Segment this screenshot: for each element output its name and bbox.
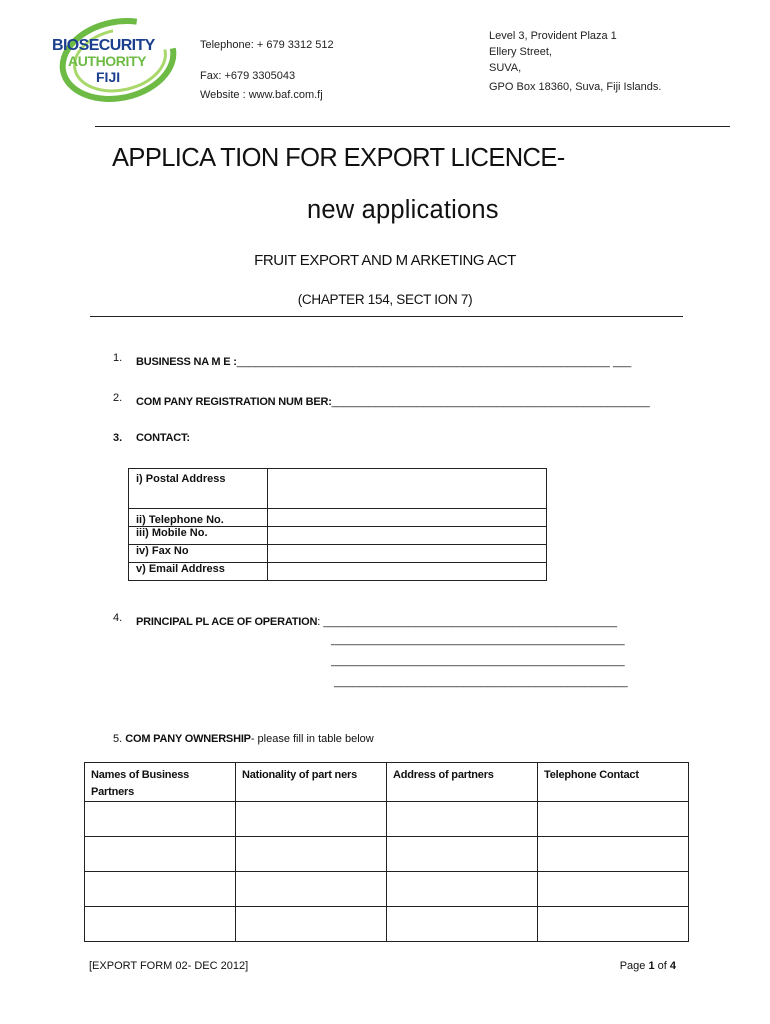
table-row <box>129 545 547 563</box>
ownership-label: COM PANY OWNERSHIP <box>125 733 251 745</box>
company-reg-input[interactable]: ____________________________________________________ <box>331 396 650 408</box>
field-number-3: 3. <box>113 432 123 444</box>
logo-text-authority: AUTHORITY <box>68 53 147 69</box>
email-input[interactable] <box>268 563 547 581</box>
partner-address-cell[interactable] <box>387 907 538 942</box>
principal-place-input-4[interactable]: ________________________________________________ <box>334 676 628 688</box>
partner-nationality-cell[interactable] <box>236 872 387 907</box>
logo-text-biosecurity: BIOSECURITY <box>52 37 155 54</box>
contact-label-fax <box>129 545 268 563</box>
contact-label-email <box>129 563 268 581</box>
principal-place-colon: : <box>317 616 321 628</box>
form-subtitle: new applications <box>307 196 499 224</box>
table-row <box>85 837 689 872</box>
postal-address-input[interactable] <box>268 469 547 509</box>
header-fax: Fax: +679 3305043 <box>200 70 296 82</box>
field-number-4: 4. <box>113 612 123 624</box>
business-name-field <box>136 352 631 370</box>
principal-place-field <box>136 612 617 630</box>
address-line-4: GPO Box 18360, Suva, Fiji Islands. <box>489 81 662 93</box>
partner-name-cell[interactable] <box>85 837 236 872</box>
partner-name-cell[interactable] <box>85 907 236 942</box>
form-id-footer: [EXPORT FORM 02- DEC 2012] <box>89 960 249 972</box>
page-separator: of <box>654 960 670 972</box>
column-header-nationality: Nationality of part ners <box>236 763 387 802</box>
contact-label: CONTACT: <box>136 432 190 444</box>
header-divider <box>95 126 730 127</box>
act-chapter: (CHAPTER 154, SECT ION 7) <box>297 292 473 307</box>
page-prefix: Page <box>619 960 649 972</box>
table-row <box>129 469 547 509</box>
company-reg-label: COM PANY REGISTRATION NUM BER: <box>136 396 332 408</box>
company-ownership-heading <box>113 733 374 745</box>
field-number-1: 1. <box>113 352 123 364</box>
business-name-label: BUSINESS NA M E : <box>136 356 237 368</box>
partner-telephone-cell[interactable] <box>538 837 689 872</box>
partner-name-cell[interactable] <box>85 802 236 837</box>
mobile-input[interactable] <box>268 527 547 545</box>
field-number-5: 5. <box>113 733 123 745</box>
partner-telephone-cell[interactable] <box>538 872 689 907</box>
contact-label-telephone <box>129 509 268 527</box>
table-row <box>85 907 689 942</box>
partner-telephone-cell[interactable] <box>538 907 689 942</box>
contact-label-mobile <box>129 527 268 545</box>
business-name-input[interactable]: _____________________________________________________________ ___ <box>236 356 632 368</box>
principal-place-input-1[interactable]: ________________________________________________ <box>320 616 617 628</box>
column-header-address: Address of partners <box>387 763 538 802</box>
partner-name-cell[interactable] <box>85 872 236 907</box>
title-divider <box>90 316 683 317</box>
ownership-instruction: - please fill in table below <box>250 733 374 745</box>
partner-address-cell[interactable] <box>387 837 538 872</box>
fax-input[interactable] <box>268 545 547 563</box>
address-line-2: Ellery Street, <box>489 46 552 58</box>
partner-nationality-cell[interactable] <box>236 907 387 942</box>
page-current: 1 <box>648 960 655 972</box>
header-telephone: Telephone: + 679 3312 512 <box>200 39 334 51</box>
principal-place-label: PRINCIPAL PL ACE OF OPERATION <box>136 616 318 628</box>
column-header-telephone: Telephone Contact <box>538 763 689 802</box>
partner-telephone-cell[interactable] <box>538 802 689 837</box>
company-reg-field <box>136 392 650 410</box>
form-title: APPLICA TION FOR EXPORT LICENCE- <box>112 144 565 172</box>
principal-place-input-3[interactable]: ________________________________________________ <box>331 655 625 667</box>
ownership-table <box>84 762 689 942</box>
biosecurity-authority-fiji-logo <box>48 14 178 102</box>
address-line-3: SUVA, <box>489 62 522 74</box>
email-label: v) Email Address <box>136 563 225 575</box>
contact-label-postal <box>129 469 268 509</box>
act-name: FRUIT EXPORT AND M ARKETING ACT <box>254 252 516 269</box>
partner-nationality-cell[interactable] <box>236 802 387 837</box>
fax-label: iv) Fax No <box>136 545 189 557</box>
table-row <box>129 563 547 581</box>
mobile-label: iii) Mobile No. <box>136 527 208 539</box>
principal-place-input-2[interactable]: ________________________________________________ <box>331 634 625 646</box>
table-row <box>129 509 547 527</box>
header-website: Website : www.baf.com.fj <box>200 89 323 101</box>
telephone-label: ii) Telephone No. <box>136 514 224 526</box>
field-number-2: 2. <box>113 392 123 404</box>
contact-table <box>128 468 547 581</box>
table-row <box>85 872 689 907</box>
table-row <box>85 802 689 837</box>
partner-address-cell[interactable] <box>387 872 538 907</box>
page-number-footer <box>560 960 676 972</box>
logo-text-fiji: FIJI <box>96 69 121 85</box>
address-line-1: Level 3, Provident Plaza 1 <box>489 30 617 42</box>
postal-address-label: i) Postal Address <box>136 473 226 485</box>
table-header-row <box>85 763 689 802</box>
column-header-names: Names of Business Partners <box>85 763 236 802</box>
partner-address-cell[interactable] <box>387 802 538 837</box>
telephone-input[interactable] <box>268 509 547 527</box>
partner-nationality-cell[interactable] <box>236 837 387 872</box>
table-row <box>129 527 547 545</box>
page-total: 4 <box>669 960 676 972</box>
